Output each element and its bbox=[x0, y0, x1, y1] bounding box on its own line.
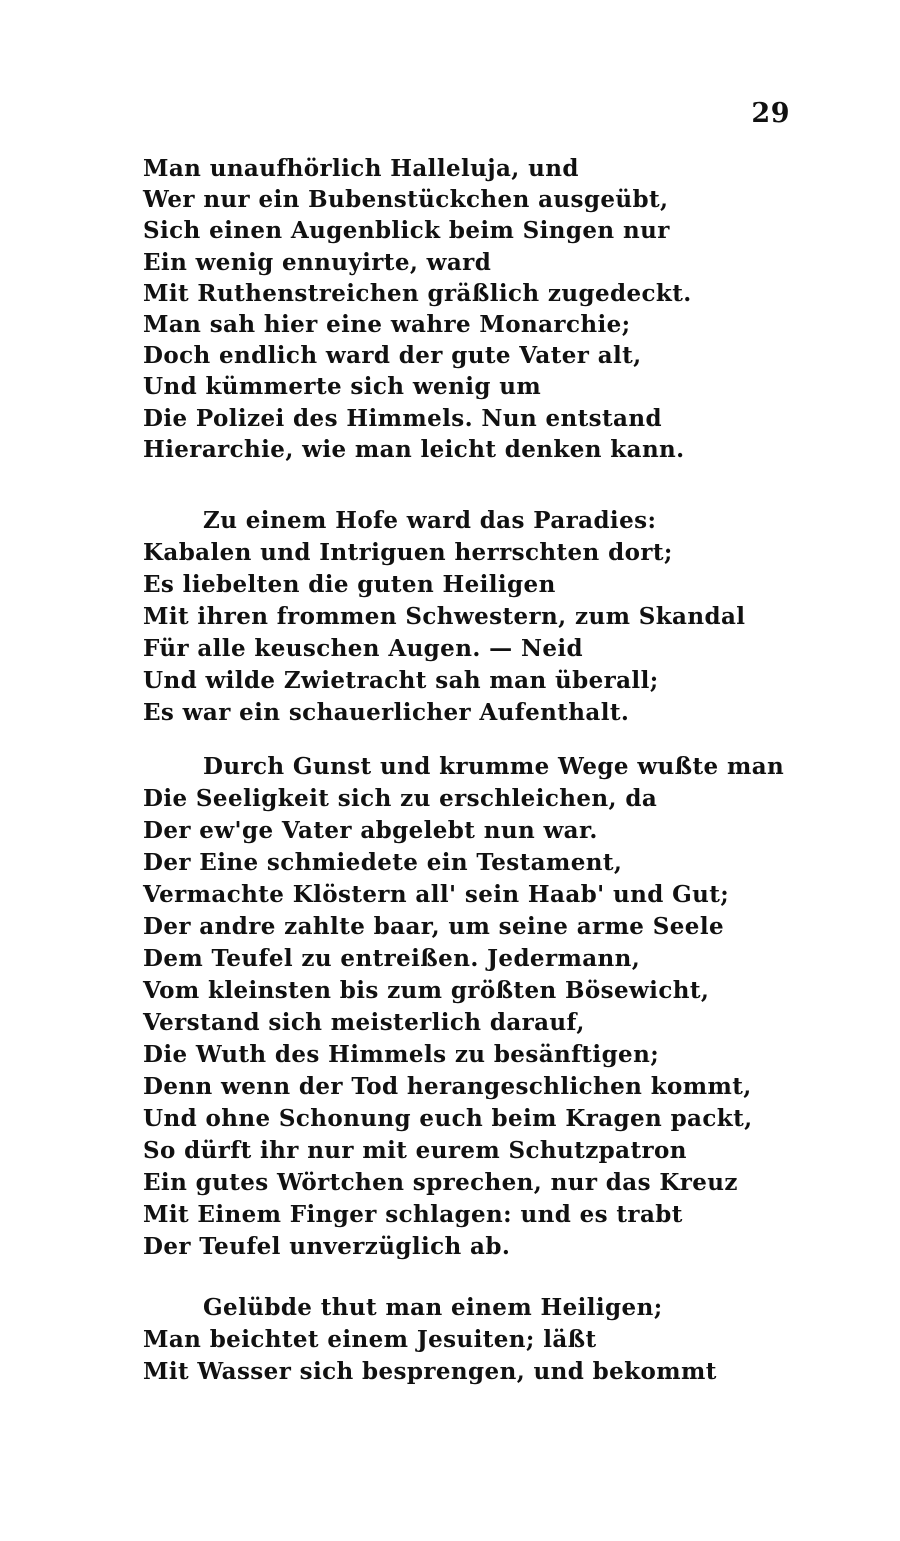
verse-line: Für alle keuschen Augen. — Neid bbox=[143, 635, 584, 662]
verse-line: Verstand sich meisterlich darauf, bbox=[143, 1009, 585, 1036]
verse-line: Man unaufhörlich Halleluja, und bbox=[143, 155, 579, 182]
verse-line: Wer nur ein Bubenstückchen ausgeübt, bbox=[143, 186, 669, 214]
verse-line: Die Seeligkeit sich zu erschleichen, da bbox=[143, 785, 658, 812]
page-number: 29 bbox=[751, 98, 790, 129]
verse-line: Doch endlich ward der gute Vater alt, bbox=[143, 342, 642, 370]
stanza-2 bbox=[143, 505, 803, 729]
verse-line: Der andre zahlte baar, um seine arme Seele bbox=[143, 913, 724, 940]
verse-line: Und kümmerte sich wenig um bbox=[143, 373, 542, 401]
verse-line: Der Teufel unverzüglich ab. bbox=[143, 1233, 511, 1260]
verse-line: Vermachte Klöstern all' sein Haab' und Gut; bbox=[143, 881, 730, 908]
verse-line: So dürft ihr nur mit eurem Schutzpatron bbox=[143, 1137, 687, 1164]
verse-line: Es war ein schauerlicher Aufenthalt. bbox=[143, 699, 630, 726]
verse-line: Ein gutes Wörtchen sprechen, nur das Kreuz bbox=[143, 1169, 738, 1196]
verse-line-indented: Durch Gunst und krumme Wege wußte man bbox=[203, 753, 785, 780]
verse-line: Sich einen Augenblick beim Singen nur bbox=[143, 217, 670, 245]
verse-line: Mit Einem Finger schlagen: und es trabt bbox=[143, 1201, 683, 1228]
stanza-3 bbox=[143, 751, 803, 1263]
verse-line: Die Polizei des Himmels. Nun entstand bbox=[143, 404, 662, 432]
verse-line: Der Eine schmiedete ein Testament, bbox=[143, 849, 623, 876]
verse-line: Vom kleinsten bis zum größten Bösewicht, bbox=[143, 977, 710, 1004]
stanza-1 bbox=[143, 153, 803, 465]
verse-line-indented: Zu einem Hofe ward das Paradies: bbox=[203, 507, 657, 534]
verse-line: Der ew'ge Vater abgelebt nun war. bbox=[143, 817, 598, 844]
verse-line: Mit Wasser sich besprengen, und bekommt bbox=[143, 1358, 717, 1385]
verse-line: Mit ihren frommen Schwestern, zum Skandal bbox=[143, 603, 746, 630]
verse-line: Und wilde Zwietracht sah man überall; bbox=[143, 667, 659, 694]
verse-line: Es liebelten die guten Heiligen bbox=[143, 571, 556, 598]
verse-line: Man beichtet einem Jesuiten; läßt bbox=[143, 1326, 597, 1353]
verse-line: Dem Teufel zu entreißen. Jedermann, bbox=[143, 945, 641, 972]
verse-line-indented: Gelübde thut man einem Heiligen; bbox=[203, 1294, 663, 1321]
verse-line: Man sah hier eine wahre Monarchie; bbox=[143, 310, 631, 338]
verse-line: Ein wenig ennuyirte, ward bbox=[143, 248, 492, 276]
verse-line: Die Wuth des Himmels zu besänftigen; bbox=[143, 1041, 660, 1068]
verse-line: Kabalen und Intriguen herrschten dort; bbox=[143, 539, 673, 566]
verse-line: Mit Ruthenstreichen gräßlich zugedeckt. bbox=[143, 279, 692, 307]
stanza-4 bbox=[143, 1292, 803, 1388]
verse-line: Und ohne Schonung euch beim Kragen packt, bbox=[143, 1105, 753, 1132]
verse-line: Hierarchie, wie man leicht denken kann. bbox=[143, 435, 685, 463]
verse-line: Denn wenn der Tod herangeschlichen kommt, bbox=[143, 1073, 752, 1100]
